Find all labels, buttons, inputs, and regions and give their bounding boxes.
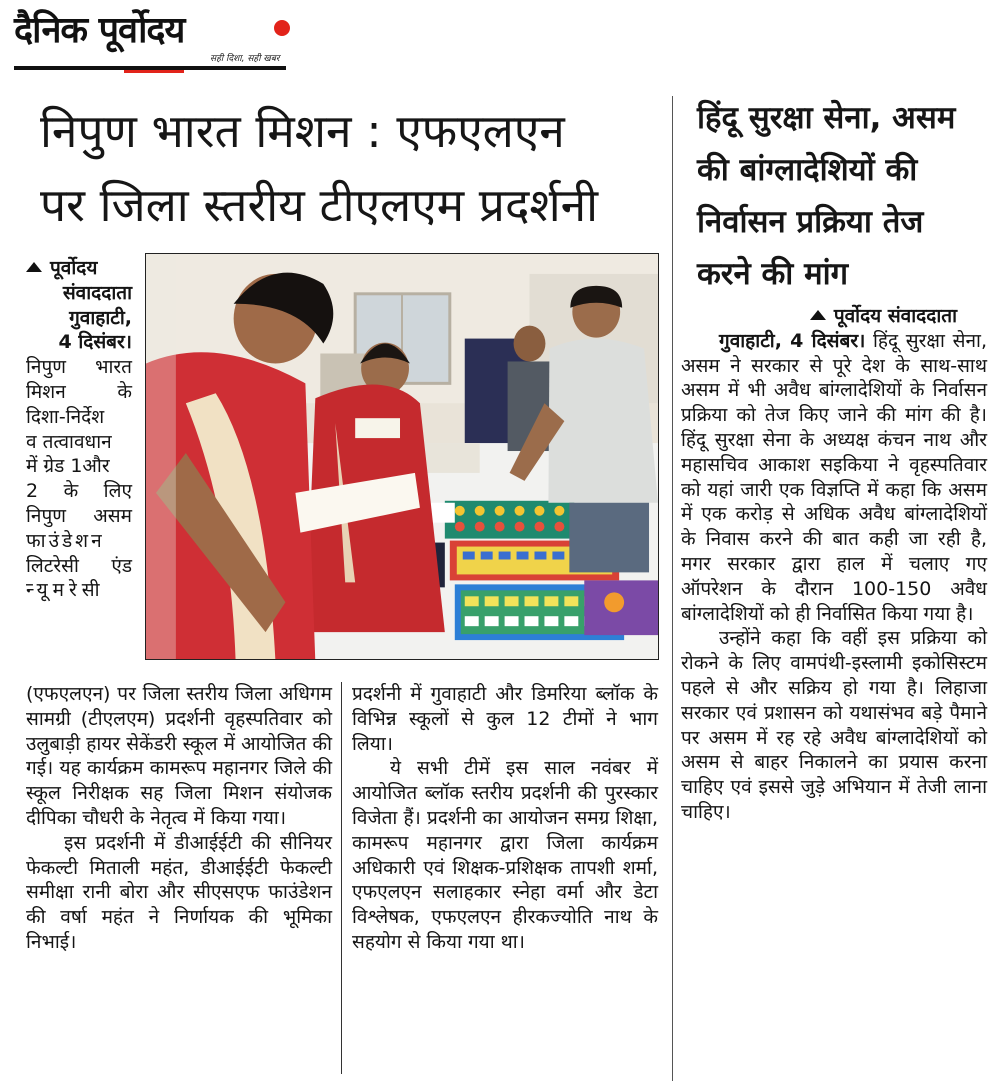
byline-text: संवाददाता <box>62 281 132 304</box>
narrow-line: लिटरेसी एंड <box>26 554 132 577</box>
byline-text: गुवाहाटी, <box>69 306 132 329</box>
masthead <box>14 8 286 72</box>
article2-headline-line1: हिंदू सुरक्षा सेना, असम <box>697 100 956 136</box>
column-divider <box>341 682 342 1074</box>
article2-paragraph <box>681 329 987 627</box>
article2-headline-line4: करने की मांग <box>697 256 849 292</box>
newspaper-tagline: सही दिशा, सही खबर <box>210 54 280 64</box>
narrow-line: निपुण भारत <box>26 356 132 379</box>
narrow-line: 2 के लिए <box>26 480 132 503</box>
byline-text: पूर्वोदय <box>50 257 98 279</box>
article1-paragraph: प्रदर्शनी में गुवाहाटी और डिमरिया ब्लॉक के विभिन्न स्कूलों से कुल 12 टीमों ने भाग लिया। <box>352 683 658 755</box>
article2-paragraph-text: हिंदू सुरक्षा सेना, असम ने सरकार से पूरे देश के साथ-साथ असम में भी अवैध बांग्लादेशियों के निर्वासन प्रक्रिया को तेज किए जाने की मांग की है। हिंदू सुरक्षा सेना के अध्यक्ष कंचन नाथ और महासचिव आकाश सइकिया ने वृहस्पतिवार को यहां जारी एक विज्ञप्ति में कहा कि असम में एक करोड़ से अधिक अवैध बांग्लादेशियों के निवास करने की बात कही जा रही है, मगर सरकार द्वारा हाल में चलाए गए ऑपरेशन के दौरान 100-150 अवैध बांग्लादेशियों को ही निर्वासित किया गया है। <box>681 329 987 625</box>
narrow-line: व तत्वावधान <box>26 430 112 453</box>
exhibition-photo <box>145 253 659 660</box>
article1-narrow-column <box>26 256 132 603</box>
masthead-red-strip <box>124 70 184 73</box>
article1-paragraph: ये सभी टीमें इस साल नवंबर में आयोजित ब्लॉक स्तरीय प्रदर्शनी की पुरस्कार विजेता हैं। प्रदर्शनी का आयोजन समग्र शिक्षा, कामरूप महानगर द्वारा जिला कार्यक्रम अधिकारी एवं शिक्षक-प्रशिक्षक तापशी शर्मा, एफएलएन सलाहकार स्नेहा वर्मा और डेटा विश्लेषक, एफएलएन हीरकज्योति नाथ के सहयोग से किया गया था। <box>352 757 658 953</box>
narrow-line: में ग्रेड 1और <box>26 455 110 478</box>
article2-byline <box>681 304 987 329</box>
triangle-marker-icon <box>26 262 42 272</box>
article1-column1 <box>26 682 332 955</box>
byline-text: 4 दिसंबर। <box>58 331 132 354</box>
byline-text: पूर्वोदय संवाददाता <box>833 305 957 327</box>
article2-paragraph: उन्होंने कहा कि वहीं इस प्रक्रिया को रोकने के लिए वामपंथी-इस्लामी इकोसिस्टम पहले से और सक्रिय हो गया है। लिहाजा सरकार एवं प्रशासन को यथासंभव बड़े पैमाने पर असम में रह रहे अवैध बांग्लादेशियों को असम से बाहर निकालने का प्रयास करना चाहिए एवं इससे जुड़े अभियान में तेजी लाना चाहिए। <box>681 627 987 823</box>
article2-headline-line2: की बांग्लादेशियों की <box>697 152 918 188</box>
narrow-line: मिशन के <box>26 380 132 403</box>
triangle-marker-icon <box>810 310 826 320</box>
narrow-line: निपुण असम <box>26 504 132 527</box>
article2-headline-line3: निर्वासन प्रक्रिया तेज <box>697 204 924 240</box>
narrow-line: फाउंडेशन <box>26 529 105 552</box>
article2-body <box>681 304 987 825</box>
article1-column2 <box>352 682 658 955</box>
article1-headline-line2: पर जिला स्तरीय टीएलएम प्रदर्शनी <box>40 178 599 232</box>
article1-paragraph: (एफएलएन) पर जिला स्तरीय जिला अधिगम सामग्री (टीएलएम) प्रदर्शनी वृहस्पतिवार को उलुबाड़ी हायर सेकेंडरी स्कूल में आयोजित की गई। यह कार्यक्रम कामरूप महानगर जिले की स्कूल निरीक्षक सह जिला मिशन संयोजक दीपिका चौधरी के नेतृत्व में किया गया। <box>26 683 332 829</box>
dateline: गुवाहाटी, 4 दिसंबर। <box>719 329 866 352</box>
narrow-line: न्यूमरेसी <box>26 579 105 602</box>
newspaper-logo: दैनिक पूर्वोदय <box>14 10 185 51</box>
article-divider <box>672 96 673 1081</box>
photo-illustration <box>146 254 658 659</box>
article1-byline <box>26 256 132 355</box>
article1-paragraph: इस प्रदर्शनी में डीआईईटी की सीनियर फेकल्टी मिताली महंत, डीआईईटी फेकल्टी समीक्षा रानी बोरा और सीएसएफ फाउंडेशन की वर्षा महंत ने निर्णायक की भूमिका निभाई। <box>26 831 332 953</box>
narrow-line: दिशा-निर्देश <box>26 405 105 428</box>
logo-red-dot-icon <box>272 18 292 38</box>
article1-headline-line1: निपुण भारत मिशन : एफएलएन <box>40 104 565 158</box>
